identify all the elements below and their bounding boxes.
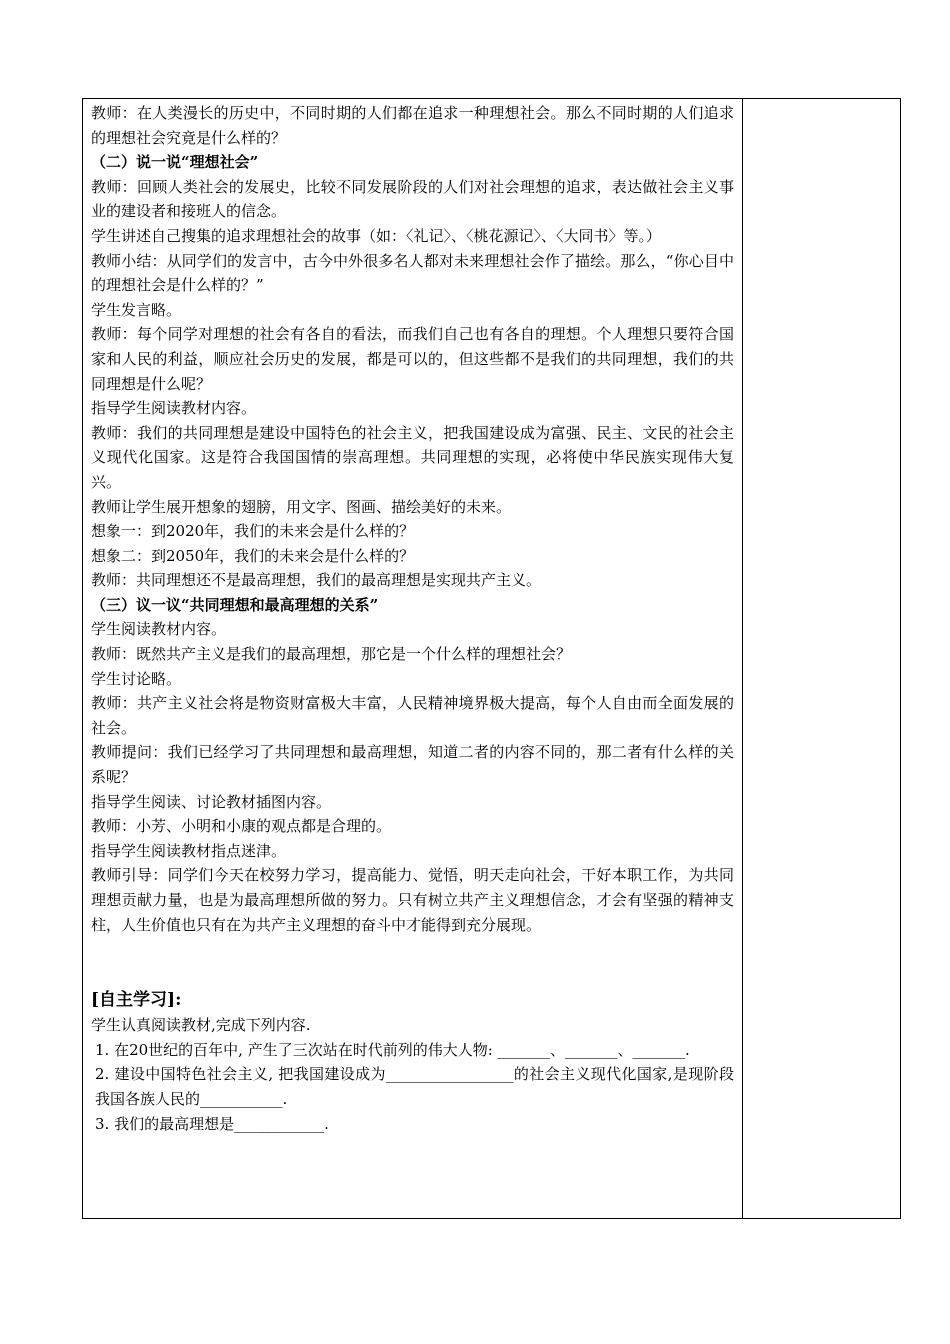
paragraph: 指导学生阅读、讨论教材插图内容。 — [91, 792, 332, 811]
paragraph: 指导学生阅读教材内容。 — [91, 399, 257, 418]
self-study-title: [自主学习]: — [91, 990, 182, 1011]
lesson-process-paragraphs — [91, 101, 734, 937]
self-study-intro: 学生认真阅读教材,完成下列内容. — [91, 1016, 311, 1035]
notes-cell — [743, 99, 900, 1218]
paragraph: 指导学生阅读教材指点迷津。 — [91, 841, 287, 860]
section-heading: （二）说一说“理想社会” — [91, 153, 259, 172]
self-study-question-2: 2. 建设中国特色社会主义, 把我国建设成为_________________的社会主义现代化国家,是现阶段我国各族人民的___________. — [95, 1065, 734, 1108]
blank-space — [91, 937, 734, 987]
paragraph: 教师提问：我们已经学习了共同理想和最高理想，知道二者的内容不同的，那二者有什么样的关系呢？ — [91, 743, 734, 787]
paragraph: 教师：回顾人类社会的发展史，比较不同发展阶段的人们对社会理想的追求，表达做社会主义事业的建设者和接班人的信念。 — [91, 177, 734, 221]
paragraph: 学生讨论略。 — [91, 669, 182, 688]
paragraph: 想象二：到2050年，我们的未来会是什么样的？ — [91, 546, 415, 565]
paragraph: 教师：共产主义社会将是物资财富极大丰富，人民精神境界极大提高，每个人自由而全面发展的社会。 — [91, 694, 734, 737]
paragraph: 教师：共同理想还不是最高理想，我们的最高理想是实现共产主义。 — [91, 571, 542, 590]
paragraph: 想象一：到2020年，我们的未来会是什么样的？ — [91, 522, 415, 541]
paragraph: 学生讲述自己搜集的追求理想社会的故事（如：〈礼记〉、〈桃花源记〉、〈大同书〉等。） — [91, 226, 662, 245]
paragraph: 学生阅读教材内容。 — [91, 620, 227, 639]
paragraph: 教师：既然共产主义是我们的最高理想，那它是一个什么样的理想社会？ — [91, 645, 572, 664]
paragraph: 教师：我们的共同理想是建设中国特色的社会主义，把我国建设成为富强、民主、文民的社会主义现代化国家。这是符合我国国情的崇高理想。共同理想的实现，必将使中华民族实现伟大复兴。 — [91, 423, 734, 491]
lesson-plan-table — [82, 98, 901, 1219]
paragraph: 教师引导：同学们今天在校努力学习，提高能力、觉悟，明天走向社会，干好本职工作，为共同理想贡献力量，也是为最高理想所做的努力。只有树立共产主义理想信念，才会有坚强的精神支柱，人生价值也只有在为共产主义理想的奋斗中才能得到充分展现。 — [91, 866, 734, 934]
content-cell — [83, 99, 743, 1218]
paragraph: 教师：小芳、小明和小康的观点都是合理的。 — [91, 817, 392, 836]
paragraph: 教师：在人类漫长的历史中，不同时期的人们都在追求一种理想社会。那么不同时期的人们追求的理想社会究竟是什么样的？ — [91, 104, 734, 147]
section-heading: （三）议一议“共同理想和最高理想的关系” — [91, 595, 379, 614]
self-study-question-3: 3. 我们的最高理想是____________. — [95, 1114, 329, 1133]
paragraph: 教师：每个同学对理想的社会有各自的看法，而我们自己也有各自的理想。个人理想只要符合国家和人民的利益，顺应社会历史的发展，都是可以的，但这些都不是我们的共同理想，我们的共同理想是什么呢？ — [91, 325, 734, 393]
paragraph: 学生发言略。 — [91, 300, 182, 319]
self-study-question-1: 1. 在20世纪的百年中, 产生了三次站在时代前列的伟大人物: _______、_______、_______. — [95, 1040, 690, 1059]
paragraph: 教师让学生展开想象的翅膀，用文字、图画、描绘美好的未来。 — [91, 497, 512, 516]
paragraph: 教师小结：从同学们的发言中，古今中外很多名人都对未来理想社会作了描绘。那么，“你心目中的理想社会是什么样的？” — [91, 251, 734, 295]
